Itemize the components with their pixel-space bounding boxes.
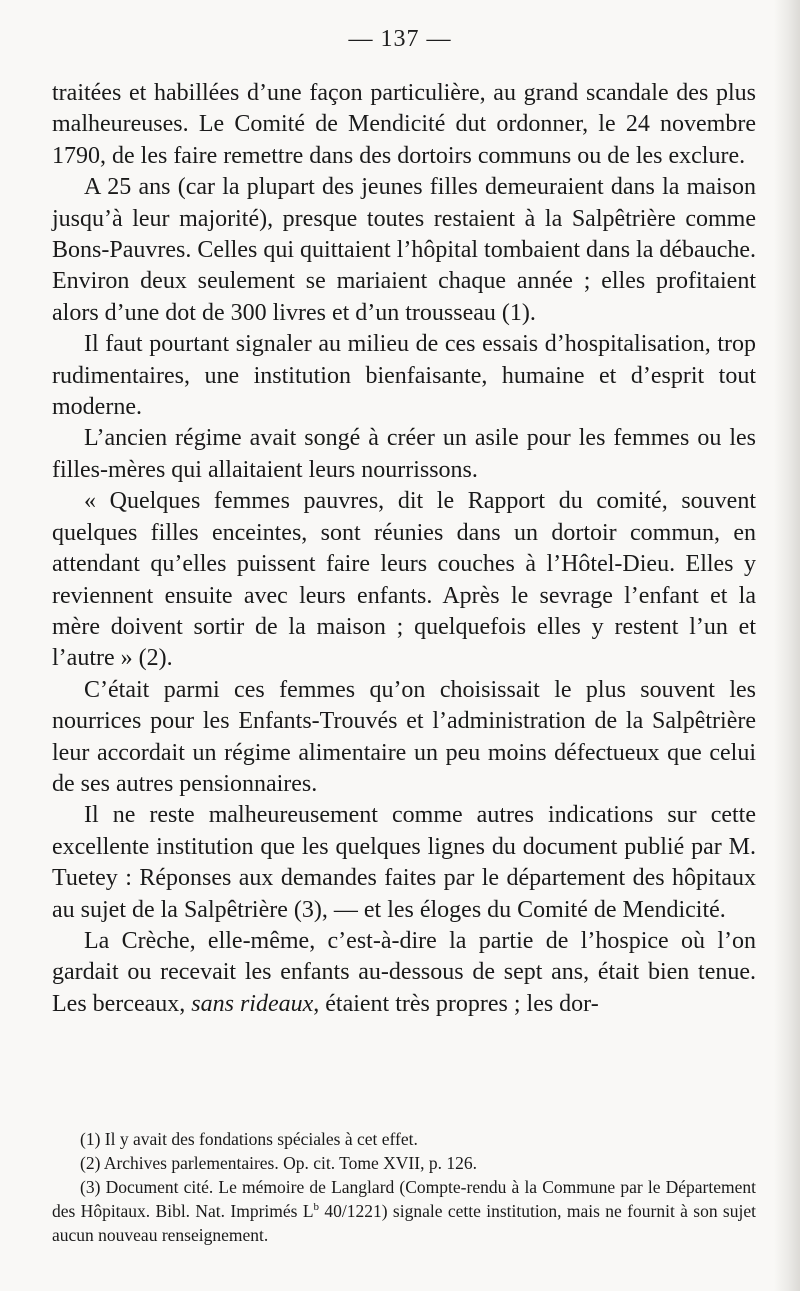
paragraph-1: traitées et habillées d’une façon particulière, au grand scandale des plus malheureuses. Le Comité de Mendicité dut ordonner, le 24 novembre 1790, de les faire remettre dans des dortoirs communs ou de les exclure. [52, 80, 756, 169]
paragraph-8-text-end: , étaient très propres ; les dor- [313, 990, 599, 1017]
paragraph-5: « Quelques femmes pauvres, dit le Rapport du comité, souvent quelques filles enceintes, sont réunies dans un dortoir commun, en attendant qu’elles puissent faire leurs couches à l’Hôtel-Dieu. Elles y reviennent ensuite avec leurs enfants. Après le sevrage l’enfant et la mère doivent sortir de la maison ; quelquefois elles y restent l’un et l’autre » (2). [52, 488, 756, 672]
paragraph-8-text-start: La Crèche, elle-même, c’est-à-dire la partie de l’hospice où l’on gardait ou recevait les enfants au-dessous de sept ans, était bien tenue. Les berceaux, [52, 927, 756, 1017]
paragraph-2: A 25 ans (car la plupart des jeunes filles demeuraient dans la maison jusqu’à leur majorité), presque toutes restaient à la Salpêtrière comme Bons-Pauvres. Celles qui quittaient l’hôpital tombaient dans la débauche. Environ deux seulement se mariaient chaque année ; elles profitaient alors d’une dot de 300 livres et d’un trousseau (1). [52, 174, 756, 326]
footnote-3-text-end: 40/1221) signale cette institution, mais ne fournit à son sujet aucun nouveau renseignement. [52, 1201, 756, 1245]
footnote-3 [52, 1175, 756, 1247]
footnote-3-superscript: b [313, 1201, 320, 1214]
paragraph-8 [52, 926, 756, 1020]
footnote-1: (1) Il y avait des fondations spéciales à cet effet. [80, 1129, 418, 1149]
footnote-3-text-start: (3) Document cité. Le mémoire de Langlard (Compte-rendu à la Commune par le Département des Hôpitaux. Bibl. Nat. Imprimés L [52, 1177, 756, 1221]
page-number: — 137 — [348, 26, 452, 52]
paragraph-8-italic-phrase: sans rideaux [191, 990, 314, 1017]
paragraph-3: Il faut pourtant signaler au milieu de ces essais d’hospitalisation, trop rudimentaires, une institution bienfaisante, humaine et d’esprit tout moderne. [52, 331, 756, 421]
paragraph-4: L’ancien régime avait songé à créer un asile pour les femmes ou les filles-mères qui allaitaient leurs nourrissons. [52, 425, 756, 483]
paragraph-7: Il ne reste malheureusement comme autres indications sur cette excellente institution que les quelques lignes du document publié par M. Tuetey : Réponses aux demandes faites par le département des hôpitaux au sujet de la Salpêtrière (3), — et les éloges du Comité de Mendicité. [52, 802, 756, 923]
body-text [52, 78, 756, 1020]
page-edge-shadow [774, 0, 800, 1291]
paragraph-6: C’était parmi ces femmes qu’on choisissait le plus souvent les nourrices pour les Enfants-Trouvés et l’administration de la Salpêtrière leur accordait un régime alimentaire un peu moins défectueux que celui de ses autres pensionnaires. [52, 676, 756, 797]
footnotes [52, 1127, 756, 1247]
footnote-2: (2) Archives parlementaires. Op. cit. Tome XVII, p. 126. [80, 1153, 477, 1173]
